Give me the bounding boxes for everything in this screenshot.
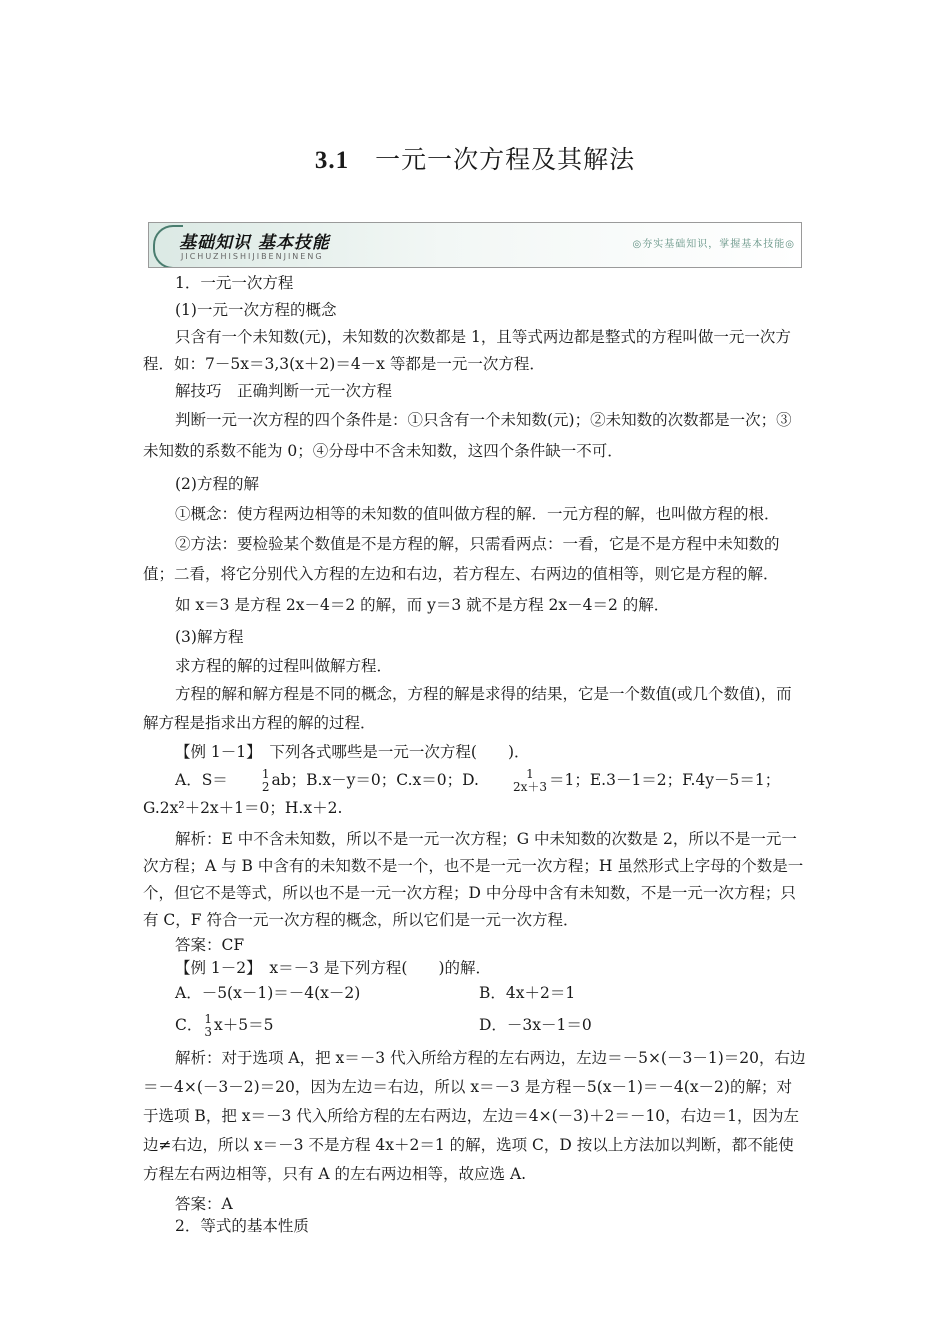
option-a: A．－5(x－1)＝－4(x－2)	[175, 984, 361, 1002]
subheading-solve: (3)解方程	[175, 628, 244, 646]
example-1-2-options-row2	[143, 1008, 807, 1042]
paragraph-solve-def: 求方程的解的过程叫做解方程．	[175, 657, 393, 675]
section-banner	[148, 222, 802, 268]
option-b: B．4x＋2＝1	[479, 984, 576, 1002]
section-number: 3.1	[314, 147, 350, 174]
banner-slogan: ◎夯实基础知识，掌握基本技能◎	[632, 239, 795, 250]
example-1-1-answer: 答案：CF	[175, 936, 245, 954]
option-a-text: A．S＝	[175, 771, 228, 789]
paragraph-definition: 只含有一个未知数(元)，未知数的次数都是 1，且等式两边都是整式的方程叫做一元一次方程．如：7－5x＝3,3(x＋2)＝4－x 等都是一元一次方程．	[143, 328, 791, 373]
example-1-2-answer: 答案：A	[175, 1195, 233, 1213]
section-title: 一元一次方程及其解法	[375, 145, 636, 174]
paragraph-method: ②方法：要检验某个数值是不是方程的解，只需看两点：一看，它是不是方程中未知数的值；二看，将它分别代入方程的左边和右边，若方程左、右两边的值相等，则它是方程的解．	[143, 535, 780, 583]
option-c: C． 1 3 x＋5＝5	[175, 1012, 274, 1039]
paragraph-conditions: 判断一元一次方程的四个条件是：①只含有一个未知数(元)；②未知数的次数都是一次；③未知数的系数不能为 0；④分母中不含未知数，这四个条件缺一不可．	[143, 411, 792, 460]
subheading-solution: (2)方程的解	[175, 475, 259, 493]
tip-heading: 解技巧 正确判断一元一次方程	[175, 382, 393, 400]
fraction-third: 1 3	[204, 1012, 213, 1039]
banner-subtitle: JICHUZHISHIJIBENJINENG	[181, 252, 324, 261]
example-1-1-options	[143, 766, 807, 822]
banner-title: 基础知识 基本技能	[179, 233, 330, 253]
option-d: D．－3x－1＝0	[479, 1016, 592, 1034]
paragraph-example: 如 x＝3 是方程 2x－4＝2 的解，而 y＝3 就不是方程 2x－4＝2 的解．	[175, 596, 670, 614]
fraction-d: 1 2x＋3	[512, 767, 547, 794]
subheading-concept: (1)一元一次方程的概念	[175, 301, 337, 319]
paragraph-concept: ①概念：使方程两边相等的未知数的值叫做方程的解．一元方程的解，也叫做方程的根．	[175, 505, 780, 523]
example-1-2-options-row1	[143, 979, 807, 1008]
heading-1: 1．一元一次方程	[175, 274, 294, 292]
example-1-2-analysis: 解析：对于选项 A，把 x＝－3 代入所给方程的左右两边，左边＝－5×(－3－1)＝20，右边＝－4×(－3－2)＝20，因为左边＝右边，所以 x＝－3 是方程－5(x－1)＝－4(x－2)的解；对于选项 B，把 x＝－3 代入所给方程的左右两边，左边＝4×(－3)＋2＝－10，右边＝1，因为左边≠右边，所以 x＝－3 不是方程 4x＋2＝1 的解，选项 C，D 按以上方法加以判断，都不能使方程左右两边相等，只有 A 的左右两边相等，故应选 A.	[143, 1049, 806, 1183]
options-efgh-text: ＝1；E.3－1＝2；F.4y－5＝1；G.2x²＋2x＋1＝0；H.x＋2.	[143, 771, 781, 817]
document-body	[143, 270, 807, 1237]
example-1-2-question: 【例 1－2】 x＝－3 是下列方程( )的解．	[175, 959, 492, 977]
example-1-1-analysis: 解析：E 中不含未知数，所以不是一元一次方程；G 中未知数的次数是 2，所以不是一元一次方程；A 与 B 中含有的未知数不是一个，也不是一元一次方程；H 虽然形式上字母的个数是一个，但它不是等式，所以也不是一元一次方程；D 中分母中含有未知数，不是一元一次方程；只有 C，F 符合一元一次方程的概念，所以它们是一元一次方程．	[143, 830, 804, 929]
heading-2: 2．等式的基本性质	[175, 1217, 309, 1235]
page-title	[0, 140, 950, 176]
fraction-half: 1 2	[261, 767, 270, 794]
example-1-1-question: 【例 1－1】 下列各式哪些是一元一次方程( )．	[175, 743, 530, 761]
options-bcd-text: ab；B.x－y＝0；C.x＝0；D.	[271, 771, 479, 789]
paragraph-difference: 方程的解和解方程是不同的概念，方程的解是求得的结果，它是一个数值(或几个数值)，而解方程是指求出方程的解的过程．	[143, 685, 792, 732]
